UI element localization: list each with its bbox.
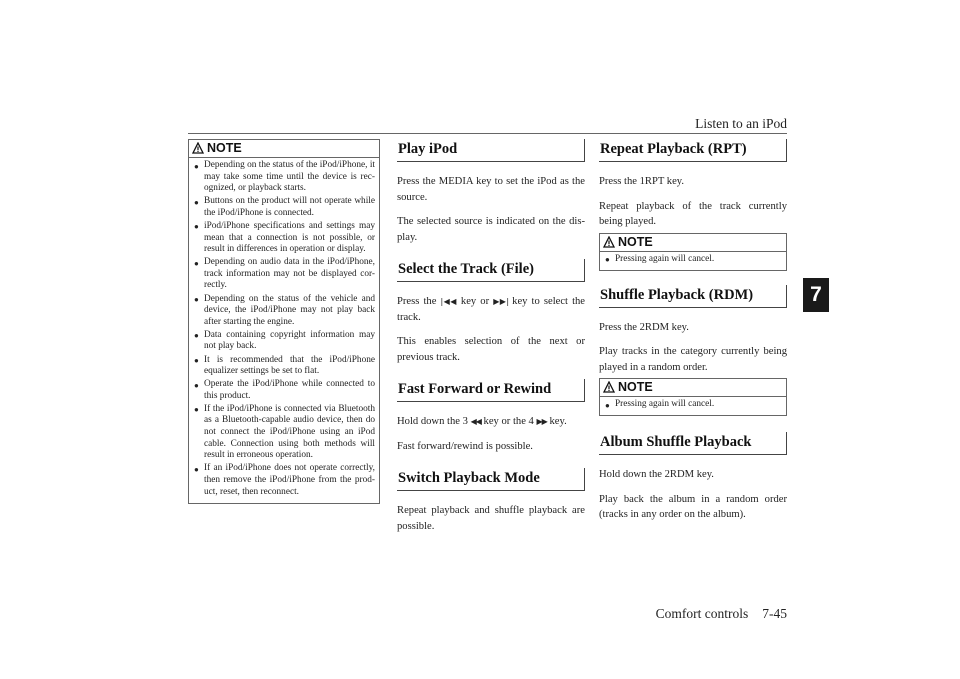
album-shuffle-paragraph-2: Play back the album in a random order (tracks in any order on the album). [599, 493, 787, 521]
switch-mode-paragraph: Repeat playback and shuffle playback are possible. [397, 505, 585, 532]
play-ipod-paragraph-2: The selected source is indicated on the dis-play. [397, 216, 585, 243]
note-item: ● Depending on the status of the iPod/iPhone, it may take some time until the device is rec-ognized, or playback starts. [194, 160, 375, 194]
chapter-tab: 7 [803, 278, 829, 312]
next-track-icon: ▶▶| [493, 297, 509, 306]
note-item: ● If an iPod/iPhone does not operate correctly, then remove the iPod/iPhone from the prod-uct, reset, then reconnect. [194, 463, 375, 497]
right-column [599, 139, 787, 523]
fast-forward-paragraph-1: Hold down the 3 ◀◀ key or the 4 ▶▶ key. [397, 416, 567, 427]
play-ipod-paragraph-1: Press the MEDIA key to set the iPod as the source. [397, 176, 585, 203]
heading-play-ipod: Play iPod [397, 139, 585, 162]
bullet-icon: ● [194, 295, 199, 305]
note-list [600, 397, 786, 415]
bullet-icon: ● [605, 400, 610, 410]
note-item: ● Depending on the status of the vehicle and device, the iPod/iPhone may not play back after starting the engine. [194, 293, 375, 327]
select-track-paragraph-2: This enables selection of the next or previous track. [397, 336, 585, 363]
bullet-icon: ● [194, 464, 199, 474]
note-header [600, 379, 786, 397]
note-item: ● Pressing again will cancel. [605, 399, 715, 410]
repeat-paragraph-2: Repeat playback of the track currently being played. [599, 200, 787, 227]
bullet-icon: ● [194, 222, 199, 232]
shuffle-paragraph-1: Press the 2RDM key. [599, 321, 689, 333]
fast-forward-paragraph-2: Fast forward/rewind is possible. [397, 440, 533, 452]
bullet-icon: ● [194, 161, 199, 171]
note-header [189, 140, 379, 158]
caution-icon [192, 142, 204, 154]
heading-select-track: Select the Track (File) [397, 259, 585, 282]
heading-album-shuffle: Album Shuffle Playback [599, 432, 787, 455]
caution-icon [603, 236, 615, 248]
bullet-icon: ● [605, 255, 610, 264]
note-list [600, 252, 786, 270]
left-column [188, 139, 380, 504]
note-item: ● Depending on audio data in the iPod/iPhone, track information may not be displayed cor-rectly. [194, 257, 375, 291]
bullet-icon: ● [194, 405, 199, 415]
rewind-icon: ◀◀ [470, 417, 481, 426]
shuffle-paragraph-2: Play tracks in the category currently being played in a random order. [599, 346, 787, 373]
bullet-icon: ● [194, 331, 199, 341]
fast-forward-icon: ▶▶ [536, 417, 547, 426]
previous-track-icon: |◀◀ [440, 297, 457, 306]
note-item: ● It is recommended that the iPod/iPhone equalizer settings be set to flat. [194, 354, 375, 377]
bullet-icon: ● [194, 380, 199, 390]
select-track-paragraph-1: Press the |◀◀ key or ▶▶| key to select the track. [397, 296, 586, 323]
footer-section: Comfort controls [655, 606, 749, 621]
page-header-title: Listen to an iPod [695, 116, 787, 131]
note-item: ● Operate the iPod/iPhone while connected to this product. [194, 379, 375, 401]
caution-icon [603, 381, 615, 393]
bullet-icon: ● [194, 356, 199, 365]
note-box [188, 139, 380, 504]
middle-column [397, 139, 585, 534]
note-item: ● iPod/iPhone specifications and settings may mean that a connection is not possible, or result in differences in operation or display. [194, 220, 375, 255]
repeat-paragraph-1: Press the 1RPT key. [599, 176, 685, 187]
bullet-icon: ● [194, 258, 199, 268]
header-rule [188, 133, 787, 134]
note-item: ● If the iPod/iPhone is connected via Bluetooth as a Bluetooth-capable audio device, then do not connect the iPod/iPhone using an iPod cable. Connection using both methods will result in erroneous operation. [194, 403, 375, 461]
heading-repeat-playback: Repeat Playback (RPT) [599, 139, 787, 162]
repeat-note-box [599, 233, 787, 271]
note-list [189, 158, 379, 503]
note-label: NOTE [207, 141, 242, 155]
shuffle-note-box [599, 378, 787, 416]
note-label: NOTE [618, 380, 653, 395]
note-item: ● Buttons on the product will not operate while the iPod/iPhone is connected. [194, 196, 375, 218]
page-number: 7-45 [762, 606, 787, 621]
page-footer [656, 606, 787, 622]
note-header [600, 234, 786, 252]
album-shuffle-paragraph-1: Hold down the 2RDM key. [599, 469, 714, 481]
note-item: ● Pressing again will cancel. [605, 253, 715, 264]
heading-shuffle-playback: Shuffle Playback (RDM) [599, 285, 787, 308]
note-item: ● Data containing copyright information may not play back. [194, 329, 375, 352]
note-label: NOTE [618, 234, 653, 249]
heading-switch-mode: Switch Playback Mode [397, 468, 585, 491]
bullet-icon: ● [194, 197, 199, 207]
heading-fast-forward: Fast Forward or Rewind [397, 379, 585, 402]
